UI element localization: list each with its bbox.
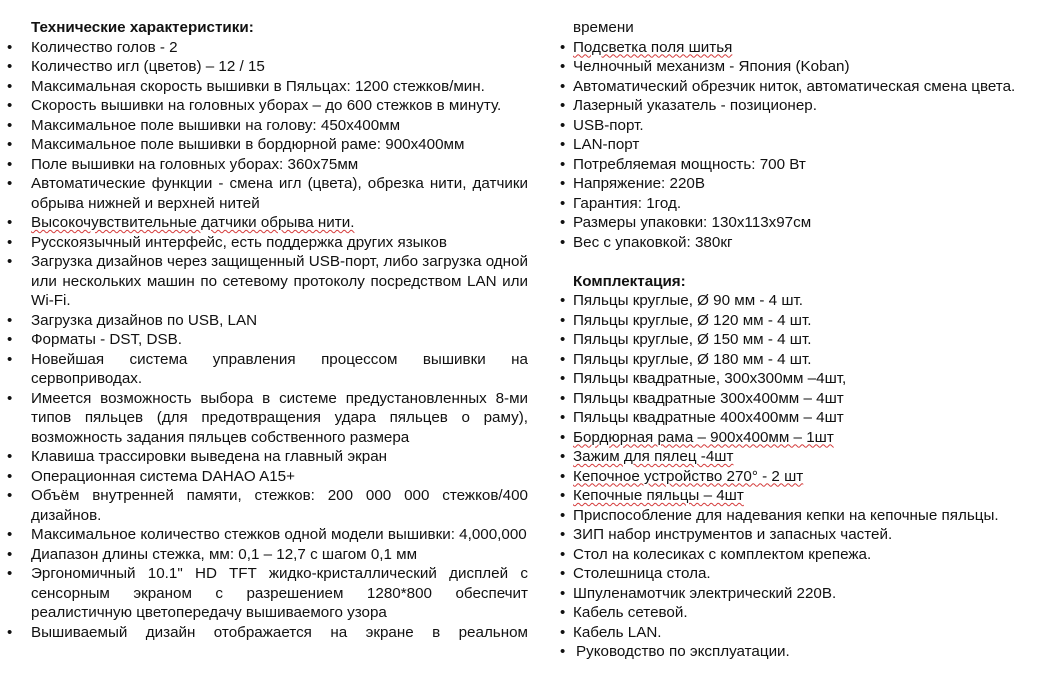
bullet-icon: • <box>560 448 566 465</box>
list-item: • Поле вышивки на головных уборах: 360х75мм <box>7 155 359 173</box>
bullet-icon: • <box>560 214 566 231</box>
bullet-icon: • <box>7 448 13 465</box>
bullet-icon: • <box>560 487 566 504</box>
bullet-icon: • <box>560 370 566 387</box>
list-item: • Максимальное количество стежков одной модели вышивки: 4,000,000 <box>7 526 527 543</box>
bullet-icon: • <box>7 350 13 368</box>
list-item: • Лазерный указатель - позиционер. <box>560 97 817 114</box>
list-item: • Кабель сетевой. <box>560 604 688 621</box>
bullet-icon: • <box>7 565 13 582</box>
list-item: • Пяльцы круглые, Ø 90 мм - 4 шт. <box>560 292 803 309</box>
list-item: • Загрузка дизайнов через защищенный USB-порт, либо загрузка одной или нескольких машин по сетевому протоколу посредством LAN или Wi-Fi. <box>7 253 528 309</box>
specs-list <box>0 38 528 643</box>
list-item: • Высокочувствительные датчики обрыва нити. <box>7 214 355 231</box>
bullet-icon: • <box>560 643 566 660</box>
bullet-icon: • <box>560 623 566 641</box>
bullet-icon: • <box>560 38 566 56</box>
bullet-icon: • <box>560 350 566 368</box>
list-item: • Кепочные пяльцы – 4шт <box>560 487 744 504</box>
list-item: • Количество игл (цветов) – 12 / 15 <box>7 58 265 75</box>
bullet-icon: • <box>560 506 566 524</box>
bullet-icon: • <box>560 175 566 192</box>
list-item: • Максимальное поле вышивки в бордюрной раме: 900х400мм <box>7 136 465 153</box>
bullet-icon: • <box>560 526 566 543</box>
bullet-icon: • <box>7 233 13 251</box>
list-item: • Количество голов - 2 <box>7 38 178 56</box>
kit-list <box>555 291 1047 662</box>
list-item: • Потребляемая мощность: 700 Вт <box>560 155 806 173</box>
kit-heading: Комплектация: <box>573 272 686 290</box>
list-item: • Вес с упаковкой: 380кг <box>560 233 733 251</box>
bullet-icon: • <box>7 487 13 504</box>
bullet-icon: • <box>7 136 13 153</box>
list-item: • Объём внутренней памяти, стежков: 200 000 000 стежков/400 дизайнов. <box>7 487 528 524</box>
bullet-icon: • <box>7 253 13 270</box>
list-item: • Русскоязычный интерфейс, есть поддержка других языков <box>7 233 447 251</box>
list-item: • Новейшая система управления процессом вышивки на сервоприводах. <box>7 350 528 387</box>
bullet-icon: • <box>560 389 566 407</box>
list-item: • Клавиша трассировки выведена на главный экран <box>7 448 388 465</box>
list-item: • Кепочное устройство 270° - 2 шт <box>560 467 804 485</box>
right-column <box>555 0 1047 662</box>
bullet-icon: • <box>7 214 13 231</box>
list-item: • Пяльцы квадратные 400х400мм – 4шт <box>560 409 844 426</box>
list-item: • Пяльцы круглые, Ø 120 мм - 4 шт. <box>560 311 812 329</box>
list-item: • Автоматические функции - смена игл (цвета), обрезка нити, датчики обрыва нижней и верхней нитей <box>7 175 528 212</box>
list-item: • Скорость вышивки на головных уборах – до 600 стежков в минуту. <box>7 97 502 114</box>
specs-heading: Технические характеристики: <box>31 19 254 36</box>
list-item: • Шпуленамотчик электрический 220В. <box>560 584 837 602</box>
list-item: • Напряжение: 220В <box>560 175 705 192</box>
list-item: • USB-порт. <box>560 116 644 134</box>
bullet-icon: • <box>560 116 566 134</box>
list-item: • Гарантия: 1год. <box>560 194 682 212</box>
bullet-icon: • <box>560 136 566 153</box>
bullet-icon: • <box>7 467 13 485</box>
bullet-icon: • <box>560 311 566 329</box>
continuation-text: времени <box>573 19 634 36</box>
list-item: • Стол на колесиках с комплектом крепежа. <box>560 545 872 563</box>
list-item: • Подсветка поля шитья <box>560 38 733 56</box>
list-item: • Зажим для пялец -4шт <box>560 448 734 465</box>
list-item: • Пяльцы квадратные, 300х300мм –4шт, <box>560 370 847 387</box>
bullet-icon: • <box>7 331 13 348</box>
list-item: • Пяльцы квадратные 300х400мм – 4шт <box>560 389 844 407</box>
list-item: • Размеры упаковки: 130х113х97см <box>560 214 812 231</box>
list-item: • Бордюрная рама – 900х400мм – 1шт <box>560 428 834 446</box>
bullet-icon: • <box>7 38 13 56</box>
list-item: • Операционная система DAHAO A15+ <box>7 467 295 485</box>
list-item: • Пяльцы круглые, Ø 180 мм - 4 шт. <box>560 350 812 368</box>
bullet-icon: • <box>7 175 13 192</box>
bullet-icon: • <box>7 97 13 114</box>
bullet-icon: • <box>560 155 566 173</box>
list-item: • Эргономичный 10.1" HD TFT жидко-кристаллический дисплей с сенсорным экраном с разрешением 1280*800 обеспечит реалистичную цветопередачу вышиваемого узора <box>7 565 528 621</box>
bullet-icon: • <box>7 623 13 641</box>
bullet-icon: • <box>7 545 13 563</box>
list-item: • Автоматический обрезчик ниток, автоматическая смена цвета. <box>560 77 1016 95</box>
bullet-icon: • <box>7 77 13 95</box>
list-item: • Максимальное поле вышивки на голову: 450х400мм <box>7 116 401 134</box>
list-item: • Пяльцы круглые, Ø 150 мм - 4 шт. <box>560 331 812 348</box>
list-item: • Руководство по эксплуатации. <box>560 643 790 660</box>
bullet-icon: • <box>560 467 566 485</box>
bullet-icon: • <box>560 584 566 602</box>
bullet-icon: • <box>560 409 566 426</box>
bullet-icon: • <box>7 389 13 407</box>
list-item: • Форматы - DST, DSB. <box>7 331 182 348</box>
bullet-icon: • <box>560 233 566 251</box>
bullet-icon: • <box>560 292 566 309</box>
features-list <box>555 38 1047 253</box>
bullet-icon: • <box>560 194 566 212</box>
bullet-icon: • <box>560 58 566 75</box>
bullet-icon: • <box>560 331 566 348</box>
bullet-icon: • <box>560 97 566 114</box>
left-column <box>0 0 528 642</box>
list-item: • Диапазон длины стежка, мм: 0,1 – 12,7 с шагом 0,1 мм <box>7 545 418 563</box>
bullet-icon: • <box>560 604 566 621</box>
list-item: • Максимальная скорость вышивки в Пяльцах: 1200 стежков/мин. <box>7 77 485 95</box>
bullet-icon: • <box>7 155 13 173</box>
list-item: • Загрузка дизайнов по USB, LAN <box>7 311 258 329</box>
bullet-icon: • <box>7 58 13 75</box>
list-item: • Вышиваемый дизайн отображается на экране в реальном <box>7 623 528 641</box>
bullet-icon: • <box>7 311 13 329</box>
bullet-icon: • <box>7 116 13 134</box>
list-item: • Приспособление для надевания кепки на кепочные пяльцы. <box>560 506 999 524</box>
bullet-icon: • <box>7 526 13 543</box>
bullet-icon: • <box>560 77 566 95</box>
bullet-icon: • <box>560 545 566 563</box>
bullet-icon: • <box>560 428 566 446</box>
list-item: • LAN-порт <box>560 136 640 153</box>
bullet-icon: • <box>560 565 566 582</box>
list-item: • ЗИП набор инструментов и запасных частей. <box>560 526 893 543</box>
list-item: • Кабель LAN. <box>560 623 662 641</box>
list-item: • Челночный механизм - Япония (Koban) <box>560 58 850 75</box>
list-item: • Столешница стола. <box>560 565 711 582</box>
list-item: • Имеется возможность выбора в системе предустановленных 8-ми типов пяльцев (для предотвращения удара пяльцев о раму), возможность задания пяльцев собственного размера <box>7 389 528 446</box>
